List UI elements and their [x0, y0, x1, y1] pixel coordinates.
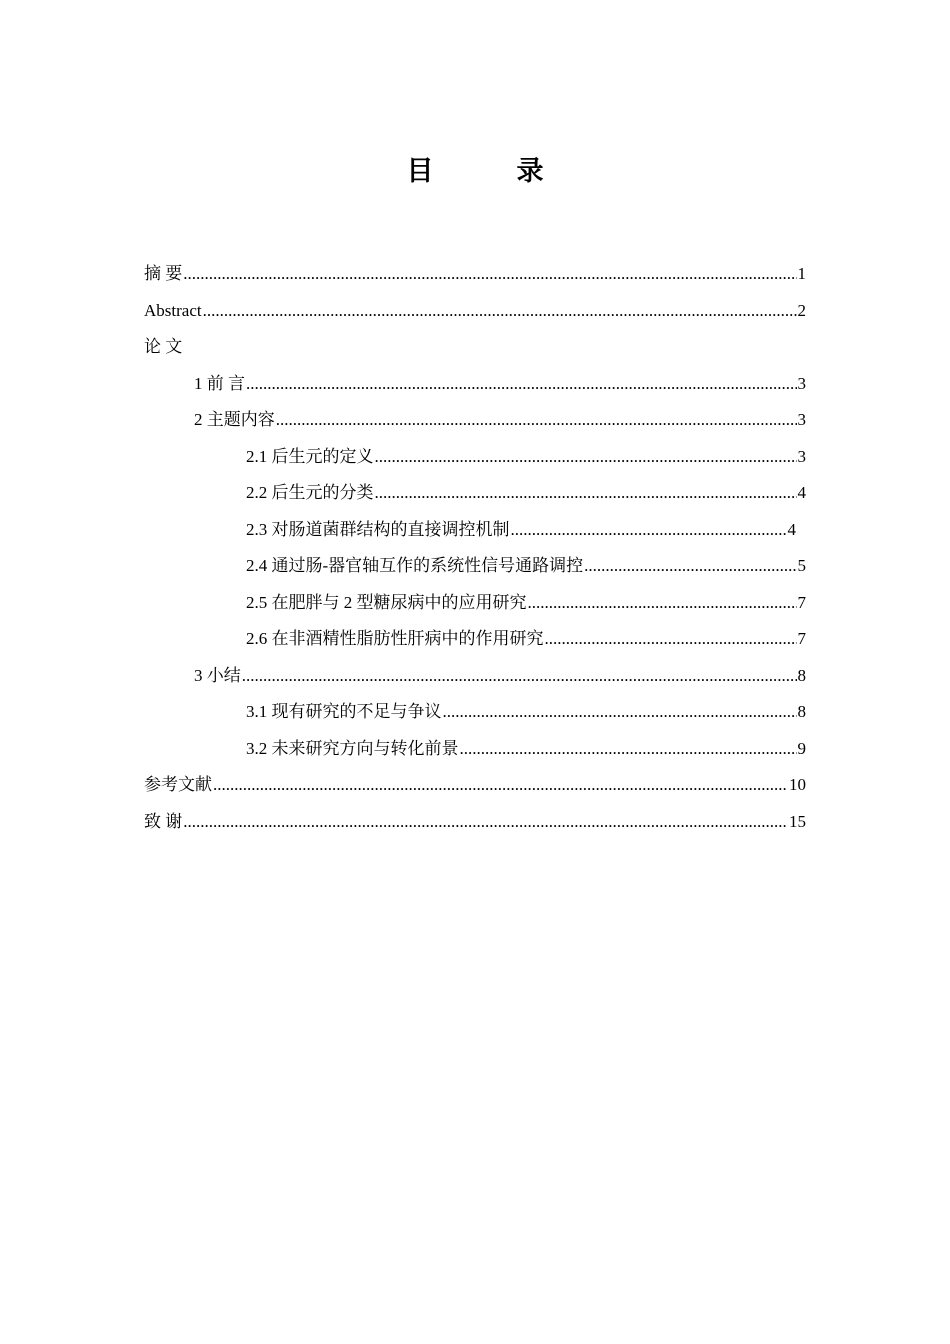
toc-entry-main-content[interactable] — [144, 402, 806, 439]
toc-entry-references[interactable] — [144, 767, 806, 804]
toc-entry-label: 2.2 后生元的分类 — [246, 483, 374, 502]
toc-entry-label: 2.3 对肠道菌群结构的直接调控机制 — [246, 519, 510, 539]
toc-entry-label: 3 小结 — [194, 665, 241, 685]
toc-leader-dots — [203, 293, 797, 329]
toc-entry-acknowledgements[interactable] — [144, 804, 806, 841]
toc-entry-2-5[interactable] — [144, 585, 806, 622]
toc-entry-label: 3.2 未来研究方向与转化前景 — [246, 738, 459, 758]
toc-entry-label: 2.1 后生元的定义 — [246, 446, 374, 466]
toc-entry-page: 4 — [797, 483, 806, 502]
toc-entry-page: 4 — [787, 519, 796, 539]
toc-title: 目 录 — [406, 156, 572, 187]
toc-entry-page: 1 — [797, 264, 806, 283]
toc-entry-label: 论 文 — [144, 337, 183, 356]
toc-entry-label: 3.1 现有研究的不足与争议 — [246, 702, 442, 721]
toc-entry-label: 2.5 在肥胖与 2 型糖尿病中的应用研究 — [246, 592, 527, 612]
toc-entry-label: 摘 要 — [144, 264, 183, 283]
toc-leader-dots — [460, 731, 797, 767]
toc-entry-page: 5 — [797, 556, 806, 575]
toc-leader-dots — [276, 402, 797, 438]
toc-entry-page: 7 — [797, 592, 806, 612]
toc-entry-page: 2 — [797, 300, 806, 320]
toc-entry-2-4[interactable] — [144, 548, 806, 585]
toc-entry-page: 9 — [797, 738, 806, 758]
toc-leader-dots — [584, 548, 796, 584]
toc-entry-label: 2 主题内容 — [194, 410, 275, 429]
toc-entry-summary[interactable] — [144, 658, 806, 695]
toc-entry-page: 8 — [797, 702, 806, 721]
toc-leader-dots — [443, 694, 797, 730]
toc-entry-label: Abstract — [144, 300, 202, 320]
toc-entry-label: 参考文献 — [144, 775, 212, 794]
toc-entry-3-1[interactable] — [144, 694, 806, 731]
toc-entry-label: 2.6 在非酒精性脂肪性肝病中的作用研究 — [246, 629, 544, 648]
toc-entry-label: 2.4 通过肠-器官轴互作的系统性信号通路调控 — [246, 556, 584, 575]
toc-entry-page: 7 — [797, 629, 806, 648]
table-of-contents — [144, 256, 806, 840]
toc-entry-page: 10 — [789, 775, 806, 794]
toc-entry-3-2[interactable] — [144, 731, 806, 768]
toc-leader-dots — [375, 439, 797, 475]
toc-leader-dots — [213, 767, 788, 803]
toc-leader-dots — [528, 585, 797, 621]
toc-entry-abstract-cn[interactable] — [144, 256, 806, 293]
toc-entry-page: 3 — [797, 373, 806, 393]
toc-leader-dots — [242, 658, 797, 694]
toc-entry-abstract-en[interactable] — [144, 293, 806, 330]
toc-entry-2-1[interactable] — [144, 439, 806, 476]
toc-leader-dots — [183, 804, 788, 840]
toc-entry-2-6[interactable] — [144, 621, 806, 658]
toc-leader-dots — [545, 621, 797, 657]
toc-entry-page: 3 — [797, 410, 806, 429]
toc-entry-label: 1 前 言 — [194, 373, 245, 393]
toc-entry-thesis[interactable] — [144, 329, 806, 366]
toc-leader-dots — [375, 475, 797, 511]
toc-leader-dots — [511, 512, 787, 548]
toc-leader-dots — [183, 256, 796, 292]
toc-entry-label: 致 谢 — [144, 811, 183, 831]
toc-entry-2-3[interactable] — [144, 512, 806, 549]
toc-leader-dots — [246, 366, 797, 402]
toc-entry-page: 3 — [797, 446, 806, 466]
toc-entry-page: 15 — [789, 811, 806, 831]
toc-entry-page: 8 — [797, 665, 806, 685]
toc-entry-2-2[interactable] — [144, 475, 806, 512]
toc-entry-introduction[interactable] — [144, 366, 806, 403]
